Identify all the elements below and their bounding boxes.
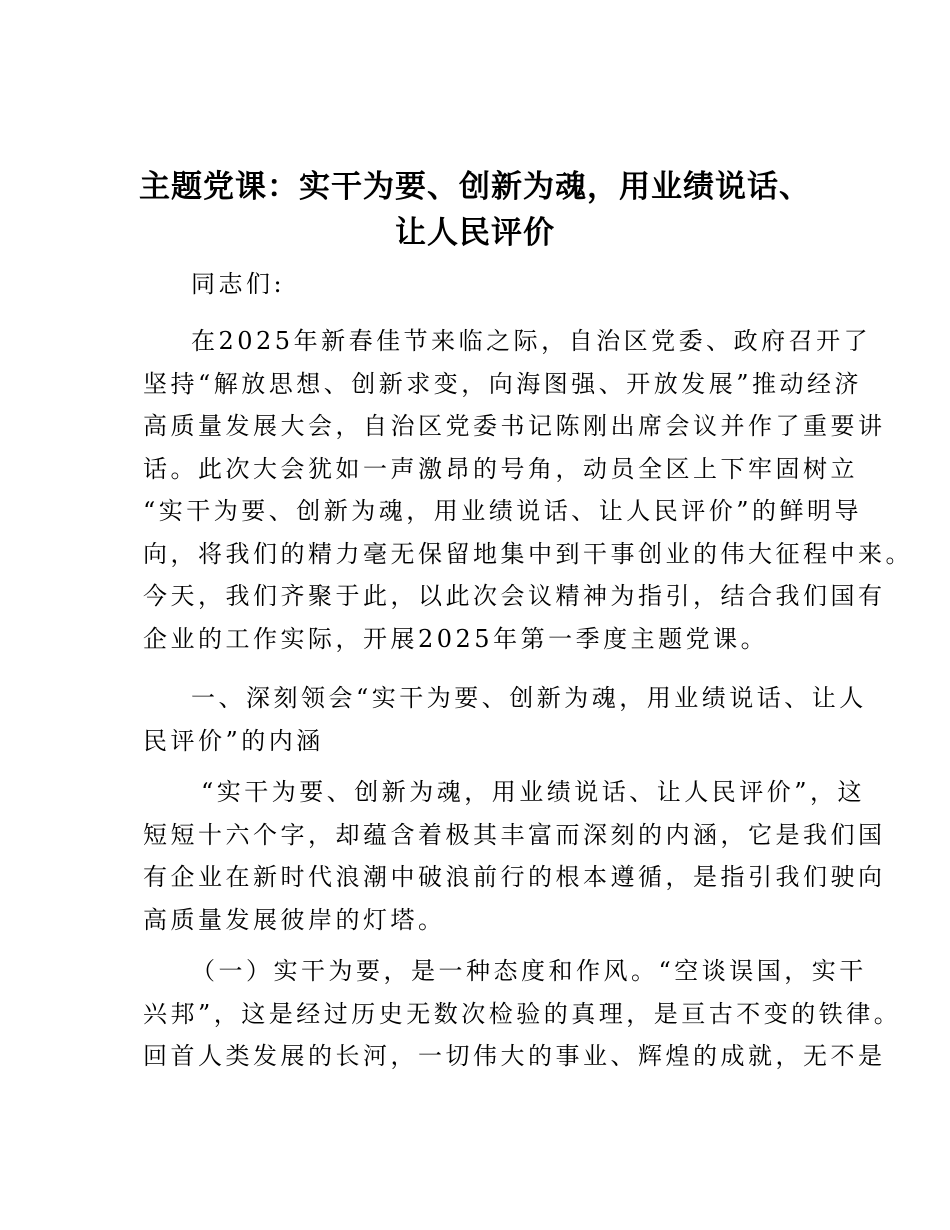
paragraph-line: 有企业在新时代浪潮中破浪前行的根本遵循，是指引我们驶向 [143,863,886,891]
paragraph-line: 短短十六个字，却蕴含着极其丰富而深刻的内涵，它是我们国 [143,820,886,849]
paragraph-line: 兴邦”，这是经过历史无数次检验的真理，是亘古不变的铁律。 [143,999,902,1028]
paragraph-subsection-1 [143,950,902,1078]
paragraph-line: 向，将我们的精力毫无保留地集中到干事创业的伟大征程中来。 [143,539,913,568]
salutation [143,263,833,306]
paragraph-line: 今天，我们齐聚于此，以此次会议精神为指引，结合我们国有 [143,582,886,610]
paragraph-line: “实干为要、创新为魂，用业绩说话、让人民评价”，这 [201,778,866,806]
paragraph-line: 高质量发展彼岸的灯塔。 [143,905,446,934]
paragraph-line: “实干为要、创新为魂，用业绩说话、让人民评价”的鲜明导 [143,497,863,525]
paragraph-line: 高质量发展大会，自治区党委书记陈刚出席会议并作了重要讲 [143,412,886,440]
paragraph-line: 企业的工作实际，开展2025年第一季度主题党课。 [143,624,769,653]
heading-line: 一、深刻领会“实干为要、创新为魂，用业绩说话、让人 [191,684,867,712]
document-title-line-2: 让人民评价 [395,215,555,251]
paragraph-line: 在2025年新春佳节来临之际，自治区党委、政府召开了 [191,327,872,355]
salutation-text: 同志们: [191,270,286,298]
paragraph-line: 坚持“解放思想、创新求变，向海图强、开放发展”推动经济 [143,369,863,398]
paragraph-line: 话。此次大会犹如一声激昂的号角，动员全区上下牢固树立 [143,454,858,483]
paragraph-intro [143,320,913,660]
paragraph-line: （一）实干为要，是一种态度和作风。“空谈误国，实干 [191,957,867,985]
paragraph-meaning [143,771,886,941]
document-title-line-1: 主题党课：实干为要、创新为魂，用业绩说话、 [139,169,811,205]
heading-line: 民评价”的内涵 [143,726,324,755]
section-heading-1 [143,677,867,762]
paragraph-line: 回首人类发展的长河，一切伟大的事业、辉煌的成就，无不是 [143,1042,886,1070]
